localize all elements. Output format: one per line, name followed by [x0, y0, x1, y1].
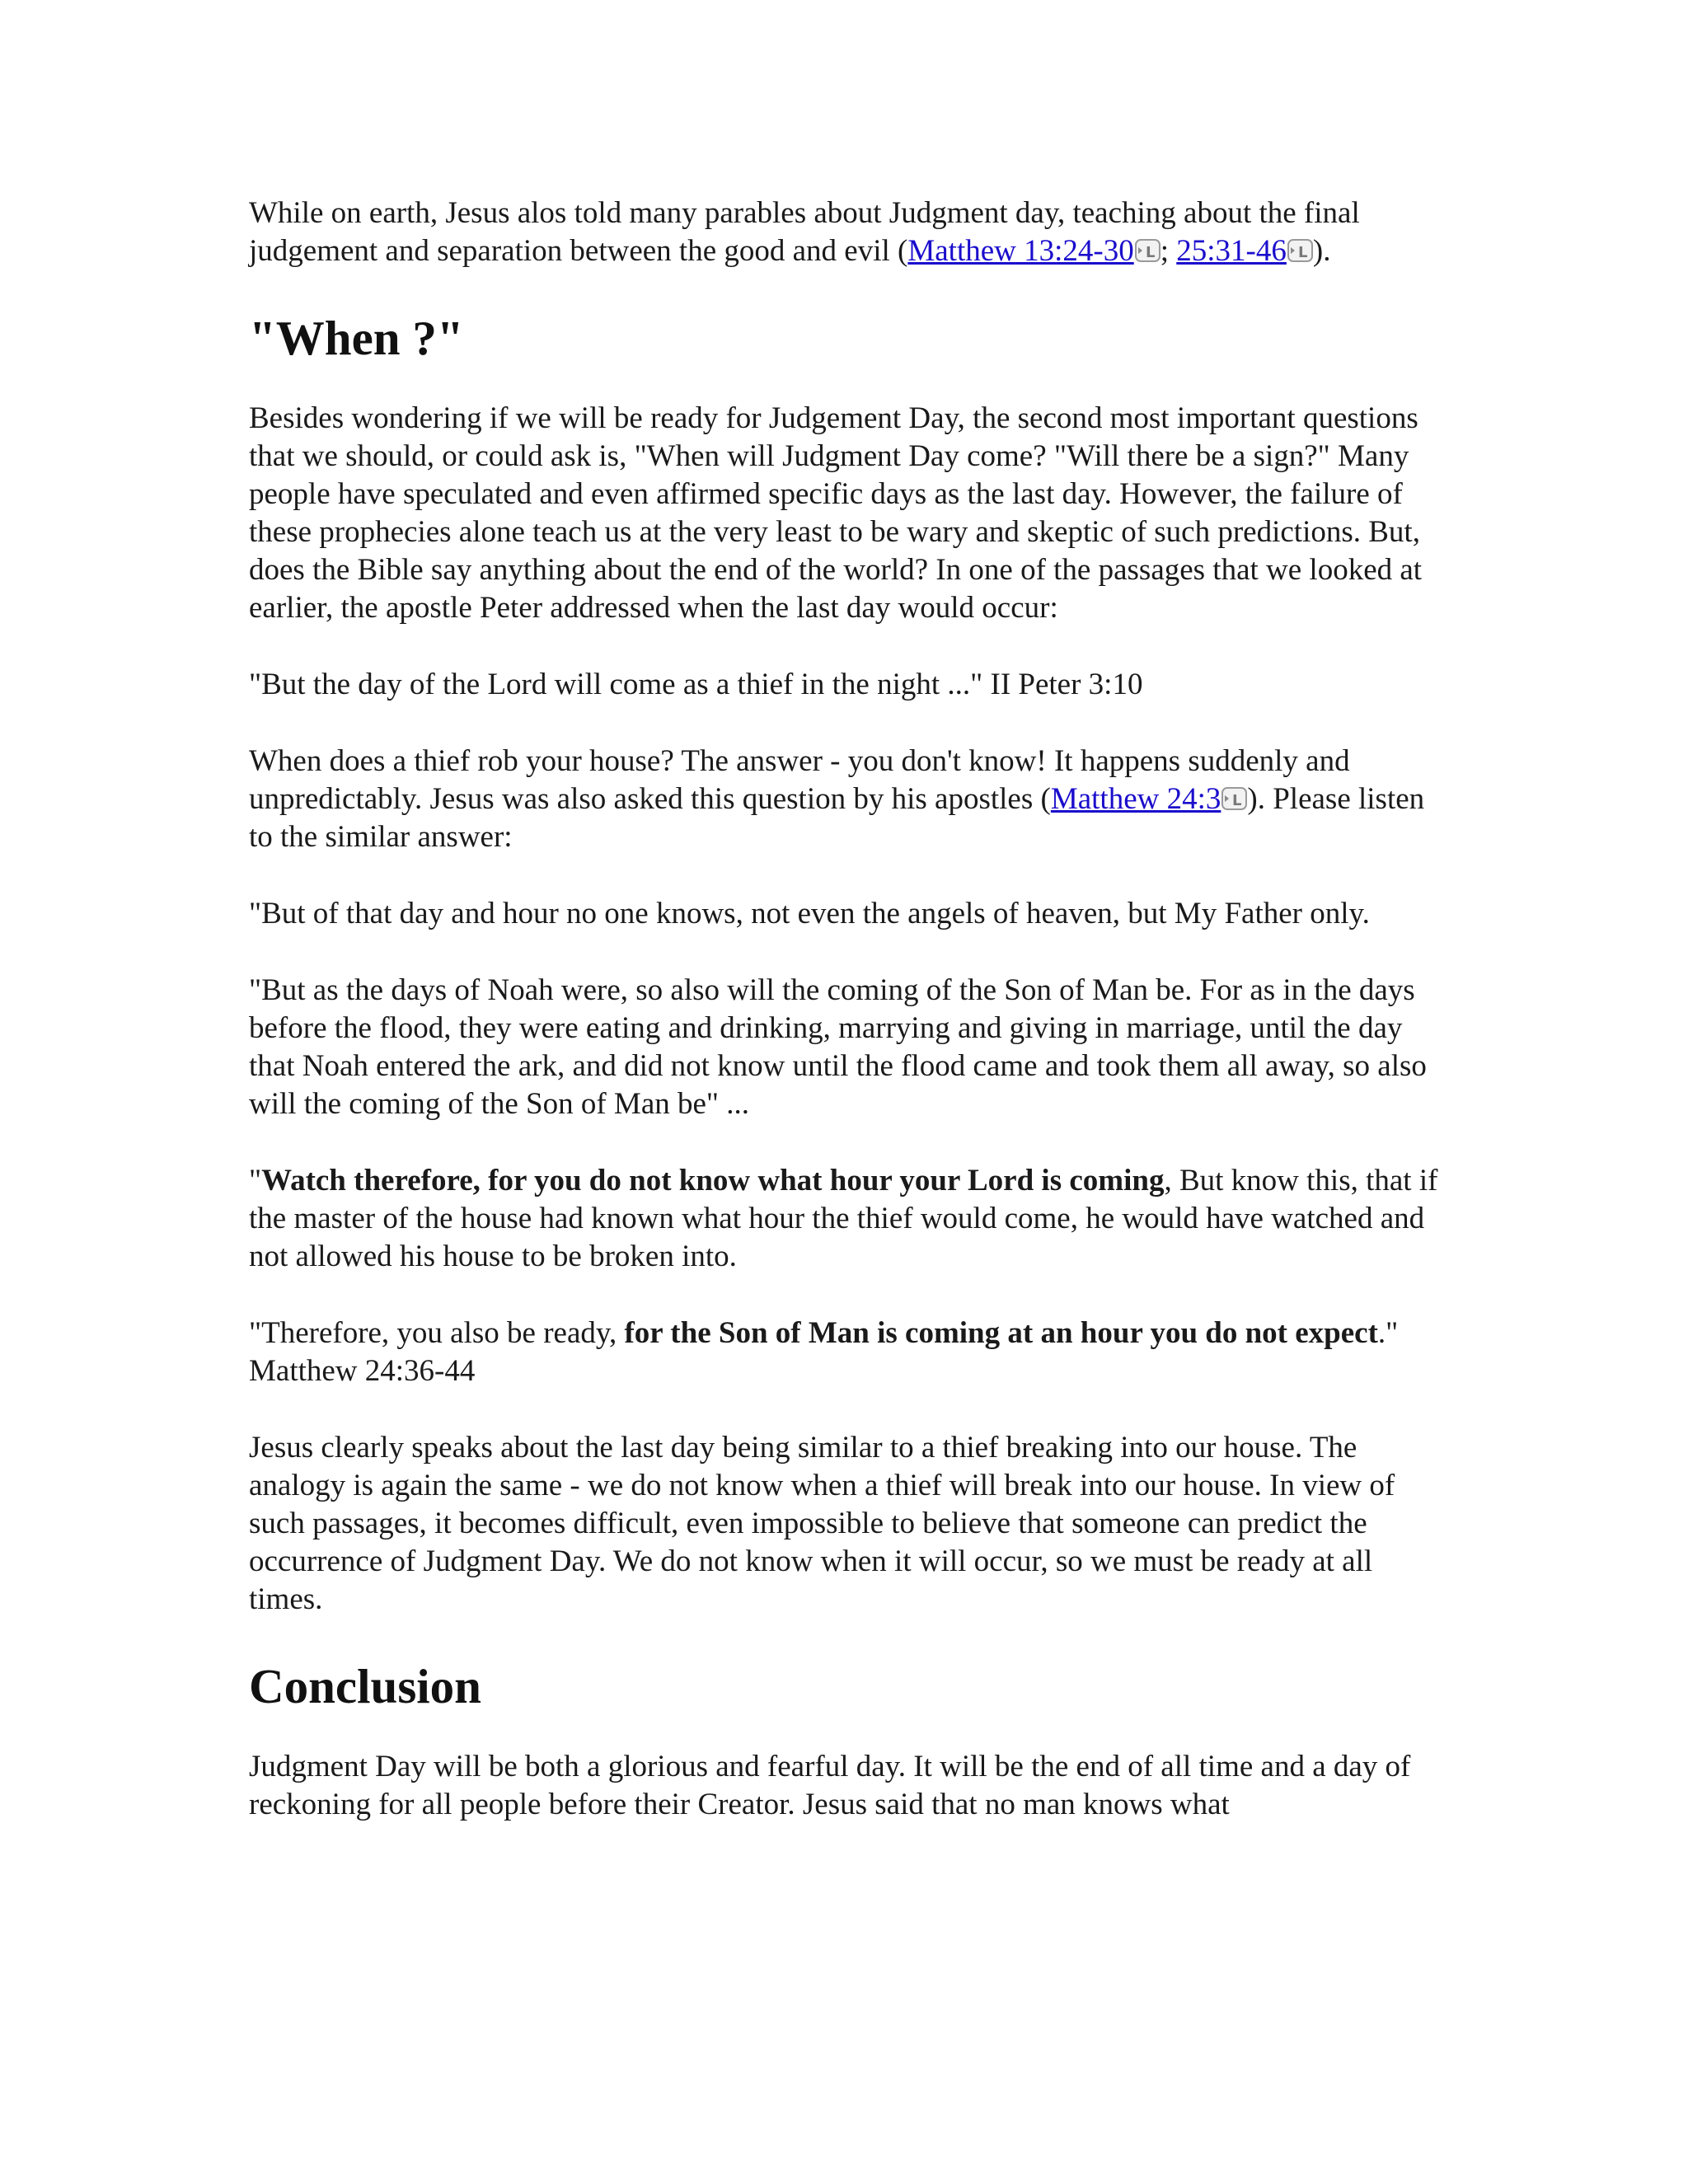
- quote-ready-bold: for the Son of Man is coming at an hour you do not expect: [624, 1316, 1378, 1350]
- quote-be-ready: [249, 1315, 1452, 1390]
- listen-icon[interactable]: [1287, 239, 1313, 262]
- quote-watch-rest: , But know this, that if the master of the house had known what hour the thief would come, he would have watched and not allowed his house to be broken into.: [249, 1164, 1438, 1273]
- when-paragraph-final: Jesus clearly speaks about the last day being similar to a thief breaking into our house. The analogy is again the same - we do not know when a thief will break into our house. In view of such passages, it becomes difficult, even impossible to believe that someone can predict the occurrence of Judgment Day. We do not know when it will occur, so we must be ready at all times.: [249, 1431, 1395, 1616]
- heading-conclusion: Conclusion: [249, 1659, 481, 1713]
- quote-mark: ": [249, 1164, 262, 1197]
- document-page: [249, 194, 1452, 1863]
- quote-days-of-noah: "But as the days of Noah were, so also will the coming of the Son of Man be. For as in the days before the flood, they were eating and drinking, marrying and giving in marriage, until the day that Noah entered the ark, and did not know until the flood came and took them all away, so also will the coming of the Son of Man be" ...: [249, 973, 1427, 1121]
- quote-ready-end: ." Matthew 24:36-44: [249, 1316, 1399, 1388]
- intro-paragraph: [249, 194, 1452, 270]
- icon-letter: L: [1232, 792, 1242, 809]
- intro-text: While on earth, Jesus alos told many parables about Judgment day, teaching about the final judgement and separation between the good and evil (: [249, 196, 1360, 268]
- listen-icon[interactable]: [1135, 239, 1160, 262]
- listen-icon[interactable]: [1221, 787, 1247, 810]
- conclusion-paragraph: Judgment Day will be both a glorious and fearful day. It will be the end of all time and a day of reckoning for all people before their Creator. Jesus said that no man knows what: [249, 1750, 1411, 1821]
- when-paragraph-1: Besides wondering if we will be ready for Judgement Day, the second most important questions that we should, or could ask is, "When will Judgment Day come? "Will there be a sign?" Many people have speculated and even affirmed specific days as the last day. However, the failure of these prophecies alone teach us at the very least to be wary and skeptic of such predictions. But, does the Bible say anything about the end of the world? In one of the passages that we looked at earlier, the apostle Peter addressed when the last day would occur:: [249, 401, 1423, 625]
- quote-day-and-hour: "But of that day and hour no one knows, not even the angels of heaven, but My Father only.: [249, 897, 1370, 930]
- icon-letter: L: [1145, 244, 1156, 261]
- intro-closing: ).: [1312, 234, 1331, 268]
- ref-separator: ;: [1160, 234, 1177, 268]
- thief-text-end: ). Please listen to the similar answer:: [249, 782, 1425, 854]
- scripture-link-matthew-25[interactable]: 25:31-46: [1176, 234, 1287, 268]
- when-paragraph-thief: [249, 743, 1452, 856]
- quote-peter: "But the day of the Lord will come as a thief in the night ..." II Peter 3:10: [249, 668, 1143, 701]
- thief-text: When does a thief rob your house? The answer - you don't know! It happens suddenly and unpredictably. Jesus was also asked this question by his apostles (: [249, 744, 1350, 816]
- scripture-link-matthew-24-3[interactable]: Matthew 24:3: [1050, 782, 1221, 816]
- quote-watch-bold: Watch therefore, for you do not know what hour your Lord is coming: [261, 1164, 1165, 1197]
- quote-ready-start: "Therefore, you also be ready,: [249, 1316, 625, 1350]
- quote-watch: [249, 1162, 1452, 1276]
- heading-when: "When ?": [249, 311, 464, 365]
- scripture-link-matthew-13[interactable]: Matthew 13:24-30: [907, 234, 1134, 268]
- icon-letter: L: [1297, 244, 1308, 261]
